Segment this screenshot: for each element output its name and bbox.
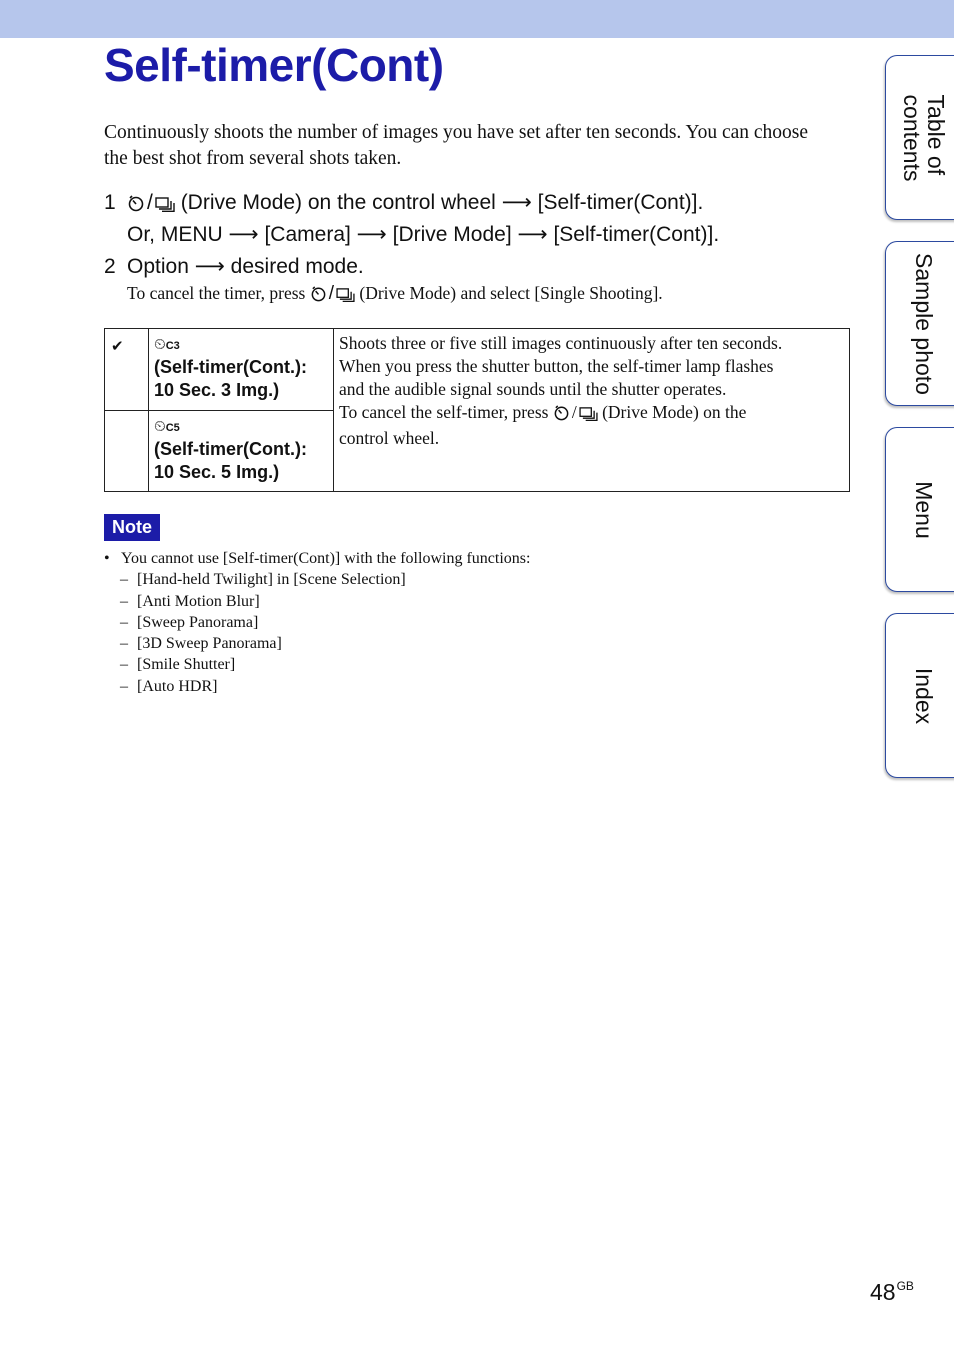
step-1-alt-b: [Camera] [264,223,351,246]
step-2-text-a: Option [127,255,189,278]
mode-option-c5[interactable] [149,410,334,492]
list-item: – [Hand-held Twilight] in [Scene Selection] [104,569,530,590]
right-arrow: ⟶ [356,223,387,246]
intro-paragraph: Continuously shoots the number of images you have set after ten seconds. You can choose the best shot from several shots taken. [104,122,809,169]
step-1 [104,188,719,249]
page-number-suffix: GB [896,1279,914,1293]
mode-label-line2: 10 Sec. 5 Img.) [154,461,280,482]
note-bullet: • You cannot use [Self-timer(Cont)] with the following functions: [104,548,530,569]
table-row [105,329,850,411]
tab-table-of-contents[interactable] [885,55,954,220]
list-item: – [Auto HDR] [104,676,530,697]
desc-line: and the audible signal sounds until the shutter operates. [339,379,727,399]
step-1-alt-a: Or, MENU [127,223,223,246]
list-item: – [Sweep Panorama] [104,612,530,633]
slash-separator: / [147,191,153,214]
list-item: – [Smile Shutter] [104,654,530,675]
check-cell [105,329,149,411]
self-timer-cont-icon: ⏲C5 [154,417,180,435]
mode-label-line1: (Self-timer(Cont.): [154,357,307,377]
note-list [104,548,530,697]
self-timer-icon [553,404,570,427]
cancel-suffix: (Drive Mode) and select [Single Shooting]. [359,283,663,303]
desc-line: control wheel. [339,428,440,448]
right-arrow: ⟶ [194,255,225,278]
tab-index[interactable] [885,613,954,778]
desc-line: Shoots three or five still images continuously after ten seconds. [339,333,783,353]
self-timer-icon [127,191,145,220]
list-item: – [Anti Motion Blur] [104,591,530,612]
mode-option-c3[interactable] [149,329,334,411]
desc-cancel-suffix: (Drive Mode) on the [602,402,747,422]
slash-separator: / [328,283,335,304]
right-arrow: ⟶ [501,191,532,214]
mode-label-line2: 10 Sec. 3 Img.) [154,380,280,400]
note-label: Note [104,514,160,541]
self-timer-icon [310,285,327,307]
page-number [870,1279,914,1306]
step-1-text: (Drive Mode) on the control wheel [180,191,496,214]
top-band [0,0,954,38]
mode-label-line1: (Self-timer(Cont.): [154,438,307,459]
step-number: 2 [104,255,116,278]
cancel-prefix: To cancel the timer, press [127,283,306,303]
list-item: – [3D Sweep Panorama] [104,633,530,654]
tab-label: Sample photo [911,252,937,395]
step-1-alt-c: [Drive Mode] [392,223,512,246]
drive-mode-icon [579,404,598,427]
tab-label: Menu [911,480,937,539]
step-number: 1 [104,191,116,214]
tab-menu[interactable] [885,427,954,592]
cancel-note [127,283,663,307]
mode-description [334,329,850,492]
step-2 [104,252,364,281]
check-cell-empty [105,410,149,492]
right-arrow: ⟶ [228,223,259,246]
page-number-value: 48 [870,1279,896,1305]
step-1-target: [Self-timer(Cont)]. [537,191,704,214]
step-1-alt-d: [Self-timer(Cont)]. [553,223,720,246]
desc-line: When you press the shutter button, the self-timer lamp flashes [339,356,774,376]
tab-label: Index [911,667,937,724]
page-title: Self-timer(Cont) [104,39,444,91]
self-timer-cont-icon: ⏲C3 [154,336,180,353]
tab-label: Table of contents [899,94,949,181]
slash-separator: / [571,402,577,422]
tab-sample-photo[interactable] [885,241,954,406]
right-arrow: ⟶ [517,223,548,246]
desc-cancel-prefix: To cancel the self-timer, press [339,402,549,422]
modes-table [104,328,850,492]
drive-mode-icon [155,191,175,220]
step-2-text-b: desired mode. [230,255,364,278]
drive-mode-icon [336,286,355,307]
check-icon: ✔ [111,337,124,355]
